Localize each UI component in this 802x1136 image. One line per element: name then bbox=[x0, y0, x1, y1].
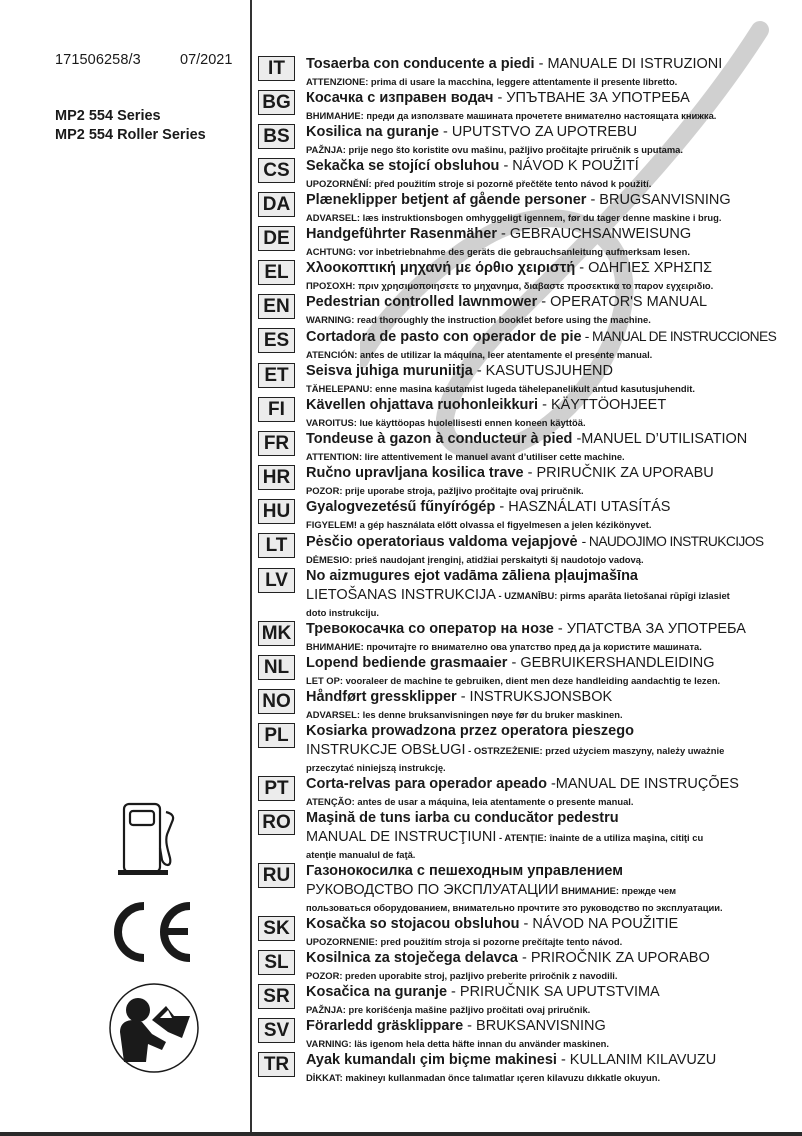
warning-text: DİKKAT: makineyı kullanmadan önce talımatlar ıçeren kilavuzu dıkkatle okuyun. bbox=[306, 1072, 661, 1083]
warning-text: DĖMESIO: prieš naudojant įrenginį, atidžiai perskaityti šį naudotojo vadovą. bbox=[306, 554, 644, 565]
lang-code-badge: DA bbox=[258, 192, 295, 217]
manual-type: -MANUEL D’UTILISATION bbox=[576, 431, 748, 447]
lang-entry-ro bbox=[258, 809, 798, 862]
product-title: Kosiarka prowadzona przez operatora pieszego bbox=[306, 723, 634, 739]
bottom-rule bbox=[0, 1132, 802, 1136]
product-title: Gyalogvezetésű fűnyírógép bbox=[306, 499, 500, 515]
manual-type: - GEBRUIKERSHANDLEIDING bbox=[507, 655, 715, 671]
manual-type: - NAUDOJIMO INSTRUKCIJOS bbox=[581, 534, 764, 549]
lang-code-badge: PT bbox=[258, 776, 295, 801]
warning-text: пользоваться оборудованием, внимательно прочтите это руководство по эксплуатации. bbox=[306, 902, 723, 913]
warning-text: VARNING: läs igenom hela detta häfte innan du använder maskinen. bbox=[306, 1038, 610, 1049]
product-title: Косачка с изправен водач bbox=[306, 90, 494, 106]
product-title: Ručno upravljana kosilica trave bbox=[306, 465, 524, 481]
warning-text: ВНИМАНИЕ: прочитајте го внимателно ова упатство пред да ја користите машината. bbox=[306, 641, 702, 652]
lang-entry-el bbox=[258, 259, 798, 293]
product-title: Lopend bediende grasmaaier bbox=[306, 655, 508, 671]
warning-text: ATTENZIONE: prima di usare la macchina, leggere attentamente il presente libretto. bbox=[306, 76, 678, 87]
product-title: Tosaerba con conducente a piedi bbox=[306, 56, 535, 72]
lang-code-badge: NL bbox=[258, 655, 295, 680]
warning-text: atenţie manualul de faţă. bbox=[306, 849, 416, 860]
product-title: Тревокосачка со оператор на нозе bbox=[306, 621, 554, 637]
warning-text: ADVARSEL: læs instruktionsbogen omhyggeligt igennem, før du tager denne maskine i brug. bbox=[306, 212, 722, 223]
document-code: 171506258/3 bbox=[55, 52, 141, 68]
warning-text-inline: ВНИМАНИЕ: прежде чем bbox=[558, 885, 677, 896]
lang-code-badge: CS bbox=[258, 158, 295, 183]
warning-text: ADVARSEL: les denne bruksanvisningen nøye før du bruker maskinen. bbox=[306, 709, 623, 720]
manual-type: - ΟΔΗΓΙΕΣ ΧΡΗΣΠΣ bbox=[579, 260, 713, 276]
warning-text: POZOR: prije uporabe stroja, pažljivo pročitajte ovaj priručnik. bbox=[306, 485, 584, 496]
language-list bbox=[258, 55, 798, 1085]
product-title: Cortadora de pasto con operador de pie bbox=[306, 329, 582, 345]
product-title: Pedestrian controlled lawnmower bbox=[306, 294, 538, 310]
lang-entry-bg bbox=[258, 89, 798, 123]
lang-code-badge: NO bbox=[258, 689, 295, 714]
warning-text: ВНИМАНИЕ: преди да използвате машината прочетете внимателно настоящата книжка. bbox=[306, 110, 717, 121]
lang-code-badge: BG bbox=[258, 90, 295, 115]
lang-code-badge: PL bbox=[258, 723, 295, 748]
left-column bbox=[0, 0, 250, 1136]
lang-entry-hr bbox=[258, 464, 798, 498]
product-title: No aizmugures ejot vadāma zāliena pļaujmašīna bbox=[306, 568, 638, 584]
lang-code-badge: FI bbox=[258, 397, 295, 422]
lang-code-badge: SR bbox=[258, 984, 295, 1009]
lang-entry-lt bbox=[258, 532, 798, 567]
lang-code-badge: EN bbox=[258, 294, 295, 319]
warning-text-inline: - ATENŢIE: înainte de a utiliza maşina, citiţi cu bbox=[496, 832, 704, 843]
lang-entry-de bbox=[258, 225, 798, 259]
lang-entry-bs bbox=[258, 123, 798, 157]
lang-code-badge: SV bbox=[258, 1018, 295, 1043]
model-series bbox=[55, 107, 206, 145]
warning-text: doto instrukciju. bbox=[306, 607, 379, 618]
product-title: Газонокосилка с пешеходным управлением bbox=[306, 863, 624, 879]
lang-entry-fr bbox=[258, 430, 798, 464]
product-title: Kosilica na guranje bbox=[306, 124, 439, 140]
warning-text: VAROITUS: lue käyttöopas huolellisesti ennen koneen käyttöä. bbox=[306, 417, 586, 428]
manual-type: - UPUTSTVO ZA UPOTREBU bbox=[438, 124, 638, 140]
product-title: Handgeführter Rasenmäher bbox=[306, 226, 497, 242]
warning-text-inline: - UZMANĪBU: pirms aparāta lietošanai rūpīgi izlasiet bbox=[495, 590, 730, 601]
warning-text: PAŽNJA: pre korišćenja mašine pažljivo pročitati ovaj priručnik. bbox=[306, 1004, 591, 1015]
product-title: Pėsčio operatoriaus valdoma vejapjovė bbox=[306, 534, 582, 550]
manual-type: - УПЪТВАНЕ ЗА УПОТРЕБА bbox=[493, 90, 690, 106]
warning-text: UPOZORNĚNÍ: před použitím stroje si pozorně přečtěte tento návod k použití. bbox=[306, 178, 652, 189]
lang-entry-ru bbox=[258, 862, 798, 915]
manual-type: INSTRUKCJE OBSŁUGI bbox=[306, 742, 466, 758]
document-date: 07/2021 bbox=[180, 52, 233, 68]
lang-code-badge: SL bbox=[258, 950, 295, 975]
product-title: Seisva juhiga muruniitja bbox=[306, 363, 477, 379]
product-title: Kosačica na guranje bbox=[306, 984, 448, 1000]
lang-entry-pt bbox=[258, 775, 798, 809]
lang-code-badge: RO bbox=[258, 810, 295, 835]
product-title: Χλοοκοπτική μηχανή με όρθιο χειριστή bbox=[306, 260, 580, 276]
product-title: Plæneklipper betjent af gående personer bbox=[306, 192, 587, 208]
fuel-pump-icon bbox=[118, 800, 194, 878]
vertical-divider bbox=[250, 0, 252, 1132]
lang-entry-cs bbox=[258, 157, 798, 191]
warning-text: ATENÇÃO: antes de usar a máquina, leia atentamente o presente manual. bbox=[306, 796, 634, 807]
manual-type: MANUAL DE INSTRUCŢIUNI bbox=[306, 829, 497, 845]
lang-code-badge: IT bbox=[258, 56, 295, 81]
product-title: Corta-relvas para operador apeado bbox=[306, 776, 547, 792]
warning-text: LET OP: vooraleer de machine te gebruiken, dient men deze handleiding aandachtig te lezen. bbox=[306, 675, 721, 686]
lang-code-badge: BS bbox=[258, 124, 295, 149]
manual-type: - KÄYTTÖOHJEET bbox=[538, 397, 667, 413]
lang-entry-fi bbox=[258, 396, 798, 430]
lang-entry-tr bbox=[258, 1051, 798, 1085]
lang-entry-hu bbox=[258, 498, 798, 532]
warning-text: ΠΡΟΣΟΧΗ: πριν χρησιμοποιησετε το μηχανημα, διαβαστε προσεκτικα το παρον εγχειριδιο. bbox=[306, 280, 714, 291]
warning-text-inline: - OSTRZEŻENIE: przed użyciem maszyny, należy uważnie bbox=[465, 745, 725, 756]
lang-entry-en bbox=[258, 293, 798, 327]
product-title: Förarledd gräsklippare bbox=[306, 1018, 464, 1034]
lang-code-badge: LT bbox=[258, 533, 295, 558]
manual-type: - KASUTUSJUHEND bbox=[476, 363, 613, 379]
manual-type: - HASZNÁLATI UTASÍTÁS bbox=[499, 499, 671, 515]
lang-code-badge: SK bbox=[258, 916, 295, 941]
manual-type: - BRUKSANVISNING bbox=[463, 1018, 606, 1034]
product-title: Håndført gressklipper bbox=[306, 689, 457, 705]
lang-code-badge: LV bbox=[258, 568, 295, 593]
lang-code-badge: ES bbox=[258, 328, 295, 353]
product-title: Kävellen ohjattava ruohonleikkuri bbox=[306, 397, 539, 413]
product-title: Ayak kumandalı çim biçme makinesi bbox=[306, 1052, 561, 1068]
lang-entry-et bbox=[258, 362, 798, 396]
series-line-1: MP2 554 Series bbox=[55, 108, 161, 124]
manual-type: - OPERATOR'S MANUAL bbox=[537, 294, 708, 310]
lang-entry-lv bbox=[258, 567, 798, 620]
manual-type: - NÁVOD NA POUŽITIE bbox=[523, 916, 679, 932]
manual-type: - PRIRUČNIK ZA UPORABU bbox=[523, 465, 714, 481]
ce-mark-icon bbox=[110, 902, 196, 962]
lang-entry-sk bbox=[258, 915, 798, 949]
lang-code-badge: FR bbox=[258, 431, 295, 456]
warning-text: ATTENTION: lire attentivement le manuel avant d’utiliser cette machine. bbox=[306, 451, 625, 462]
lang-entry-sv bbox=[258, 1017, 798, 1051]
lang-code-badge: MK bbox=[258, 621, 295, 646]
lang-entry-mk bbox=[258, 620, 798, 654]
read-manual-icon bbox=[108, 982, 200, 1074]
series-line-2: MP2 554 Roller Series bbox=[55, 127, 206, 143]
lang-entry-sr bbox=[258, 983, 798, 1017]
lang-entry-sl bbox=[258, 949, 798, 983]
manual-type: - NÁVOD K POUŽITÍ bbox=[499, 158, 639, 174]
warning-text: PAŽNJA: prije nego što koristite ovu mašinu, pažljivo pročitajte priručnik s uputama. bbox=[306, 144, 683, 155]
lang-entry-pl bbox=[258, 722, 798, 775]
manual-type: - УПАТСТВА ЗА УПОТРЕБА bbox=[553, 621, 746, 637]
warning-text: FIGYELEM! a gép használata előtt olvassa el figyelmesen a jelen kézikönyvet. bbox=[306, 519, 652, 530]
lang-entry-nl bbox=[258, 654, 798, 688]
warning-text: TÄHELEPANU: enne masina kasutamist lugeda tähelepanelikult antud kasutusjuhendit. bbox=[306, 383, 695, 394]
product-title: Kosilnica za stoječega delavca bbox=[306, 950, 522, 966]
manual-type: - PRIRUČNIK SA UPUTSTVIMA bbox=[447, 984, 660, 1000]
lang-code-badge: DE bbox=[258, 226, 295, 251]
manual-type: - MANUAL DE INSTRUCCIONES bbox=[581, 329, 777, 344]
manual-type: - INSTRUKSJONSBOK bbox=[456, 689, 613, 705]
manual-type: - GEBRAUCHSANWEISUNG bbox=[496, 226, 692, 242]
lang-code-badge: HR bbox=[258, 465, 295, 490]
lang-entry-it bbox=[258, 55, 798, 89]
manual-type: - MANUALE DI ISTRUZIONI bbox=[534, 56, 723, 72]
manual-type: LIETOŠANAS INSTRUKCIJA bbox=[306, 587, 496, 603]
manual-type: - KULLANIM KILAVUZU bbox=[560, 1052, 717, 1068]
lang-entry-da bbox=[258, 191, 798, 225]
lang-entry-es bbox=[258, 327, 798, 362]
manual-type: - BRUGSANVISNING bbox=[586, 192, 731, 208]
product-title: Kosačka so stojacou obsluhou bbox=[306, 916, 524, 932]
lang-code-badge: RU bbox=[258, 863, 295, 888]
warning-text: UPOZORNENIE: pred použitím stroja si pozorne prečítajte tento návod. bbox=[306, 936, 623, 947]
product-title: Sekačka se stojící obsluhou bbox=[306, 158, 500, 174]
manual-type: -MANUAL DE INSTRUÇÕES bbox=[546, 776, 739, 792]
lang-entry-no bbox=[258, 688, 798, 722]
warning-text: POZOR: preden uporabite stroj, pazljivo preberite priročnik z navodili. bbox=[306, 970, 618, 981]
lang-code-badge: EL bbox=[258, 260, 295, 285]
warning-text: ACHTUNG: vor inbetriebnahme des geräts die gebrauchsanleitung aufmerksam lesen. bbox=[306, 246, 690, 257]
product-title: Tondeuse à gazon à conducteur à pied bbox=[306, 431, 577, 447]
lang-code-badge: HU bbox=[258, 499, 295, 524]
warning-text: przeczytać niniejszą instrukcję. bbox=[306, 762, 446, 773]
manual-type: - PRIROČNIK ZA UPORABO bbox=[522, 950, 710, 966]
warning-text: WARNING: read thoroughly the instruction booklet before using the machine. bbox=[306, 314, 651, 325]
lang-code-badge: TR bbox=[258, 1052, 295, 1077]
lang-code-badge: ET bbox=[258, 363, 295, 388]
product-title: Maşină de tuns iarba cu conducător pedestru bbox=[306, 810, 619, 826]
manual-type: РУКОВОДСТВО ПО ЭКСПЛУАТАЦИИ bbox=[306, 882, 559, 898]
warning-text: ATENCIÓN: antes de utilizar la máquina, leer atentamente el presente manual. bbox=[306, 349, 653, 360]
